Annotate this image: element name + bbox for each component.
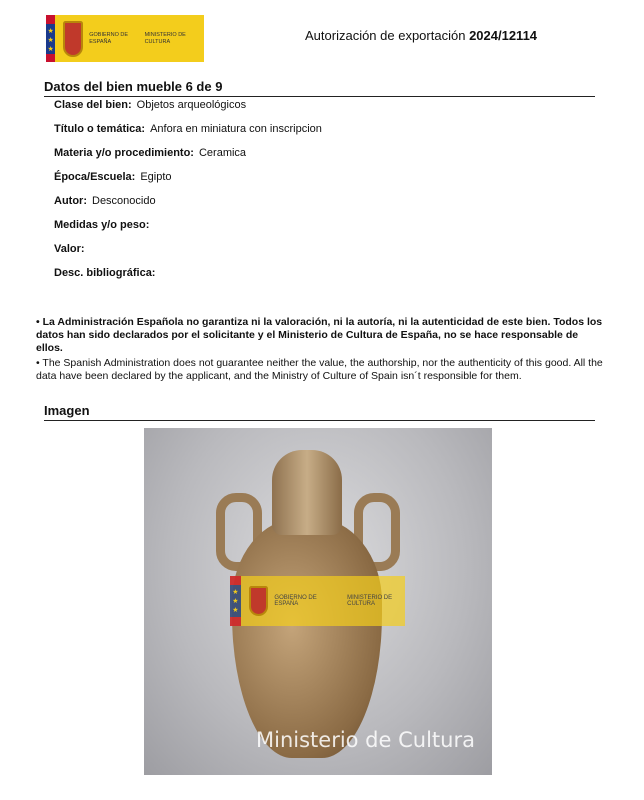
watermark-logo: ★ ★ ★ GOBIERNO DE ESPAÑA MINISTERIO DE CULTURA xyxy=(230,576,405,626)
logo-text-ministerio: MINISTERIO DE CULTURA xyxy=(144,31,186,45)
logo-text-gobierno: GOBIERNO DE ESPAÑA xyxy=(89,31,129,45)
field-value: Desconocido xyxy=(92,195,156,207)
field-row xyxy=(54,219,154,231)
field-label: Medidas y/o peso: xyxy=(54,219,150,231)
field-label: Materia y/o procedimiento: xyxy=(54,147,194,159)
coat-of-arms-icon xyxy=(63,21,83,57)
field-value: Ceramica xyxy=(198,147,247,159)
field-row xyxy=(54,99,246,111)
artifact-photo xyxy=(144,428,492,775)
title-prefix: Autorización de exportación xyxy=(305,28,466,43)
field-label: Desc. bibliográfica: xyxy=(54,267,156,279)
watermark-text: Ministerio de Cultura xyxy=(256,728,475,752)
watermark-logo-text-1: GOBIERNO DE ESPAÑA xyxy=(274,595,317,607)
disclaimer-en: • The Spanish Administration does not guarantee neither the value, the authorship, nor the authenticity of this good. All the data have been declared by the applicant, and the Ministry of Culture of Spain isn´t responsible for them. xyxy=(36,357,603,382)
field-label: Título o temática: xyxy=(54,123,146,135)
document-title xyxy=(305,28,537,43)
field-value: Egipto xyxy=(140,171,172,183)
field-row xyxy=(54,243,90,255)
field-row xyxy=(54,171,172,183)
section-heading-image: Imagen xyxy=(44,403,595,421)
field-value: Anfora en miniatura con inscripcion xyxy=(150,123,322,135)
watermark-logo-text-2: MINISTERIO DE CULTURA xyxy=(347,595,393,607)
flag-stripe: ★ ★ ★ xyxy=(46,15,55,62)
field-row xyxy=(54,147,246,159)
authorization-number: 2024/12114 xyxy=(469,28,538,43)
field-row xyxy=(54,123,322,135)
field-value: Objetos arqueológicos xyxy=(136,99,247,111)
amphora-neck xyxy=(272,450,342,535)
field-label: Clase del bien: xyxy=(54,99,132,111)
amphora-body xyxy=(232,518,382,758)
field-row xyxy=(54,267,160,279)
field-label: Autor: xyxy=(54,195,87,207)
section-heading-data: Datos del bien mueble 6 de 9 xyxy=(44,79,595,97)
field-label: Época/Escuela: xyxy=(54,171,136,183)
disclaimer-es: • La Administración Española no garantiza ni la valoración, ni la autoría, ni la autenticidad de este bien. Todos los datos han sido declarados por el solicitante y el Ministerio de Cultura de España, no se hace responsable de ellos. xyxy=(36,316,603,354)
ministry-logo xyxy=(46,15,204,62)
field-label: Valor: xyxy=(54,243,85,255)
field-row xyxy=(54,195,156,207)
